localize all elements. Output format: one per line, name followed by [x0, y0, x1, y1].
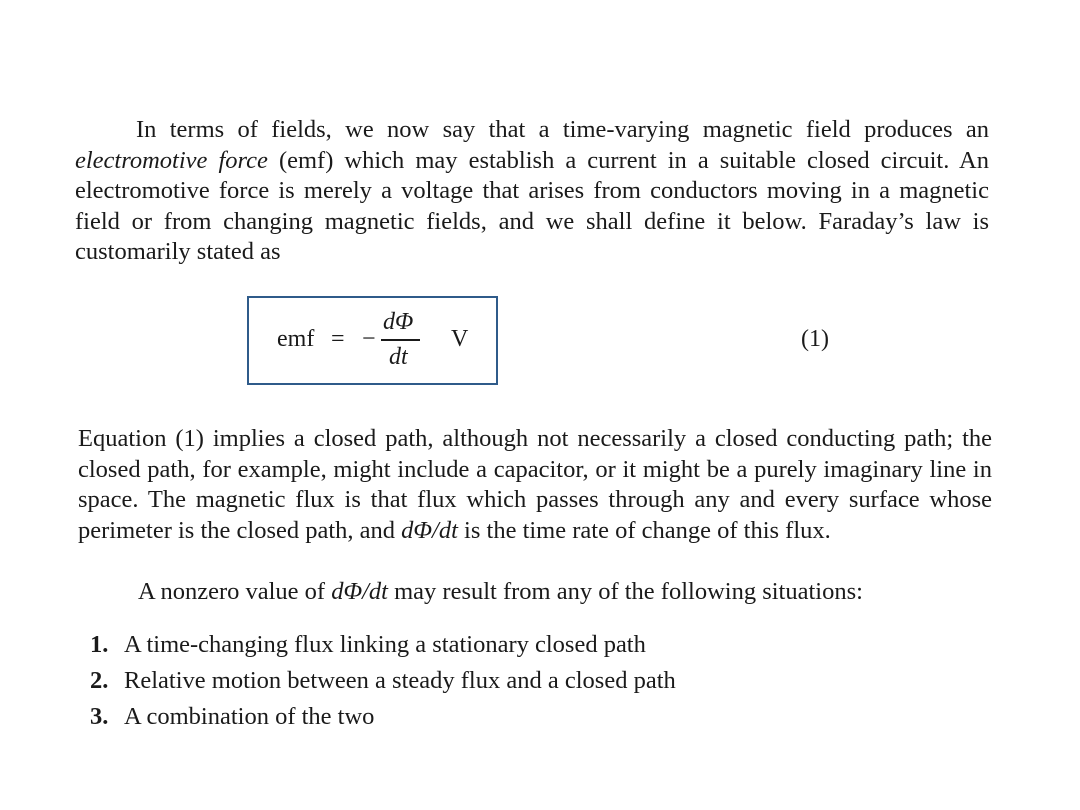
list-item-text: A combination of the two	[124, 703, 375, 730]
equation-equals: =	[331, 326, 345, 352]
situations-lead: A nonzero value of	[138, 578, 332, 605]
list-item-number: 1.	[90, 631, 109, 658]
list-item-number: 3.	[90, 703, 109, 730]
equation-numerator: dΦ	[383, 309, 414, 335]
equation-denominator: dt	[389, 344, 408, 370]
explanation-paragraph	[78, 424, 992, 546]
equation-minus: −	[362, 326, 376, 352]
equation-unit: V	[451, 326, 469, 352]
explanation-math: dΦ/dt	[401, 516, 458, 544]
situations-intro	[78, 577, 992, 608]
intro-tail: (emf) which may establish a current in a suitable closed circuit. An electromotive force is merely a voltage that arises from conductors moving in a magnetic field or from changing magnetic fields, and we shall define it below. Faraday’s law is customarily stated as	[75, 146, 989, 265]
list-item-number: 2.	[90, 667, 109, 694]
list-item-text: Relative motion between a steady flux and a closed path	[124, 667, 676, 694]
equation-number: (1)	[801, 326, 829, 352]
situations-tail: may result from any of the following situations:	[387, 578, 863, 605]
intro-lead: In terms of fields, we now say that a time-varying magnetic field produces an	[136, 116, 989, 143]
list-item	[90, 702, 676, 738]
list-item	[90, 630, 676, 666]
fraction-bar	[381, 339, 420, 341]
list-item-text: A time-changing flux linking a stationary closed path	[124, 631, 646, 658]
explanation-lead: Equation (1) implies a closed path, although not necessarily a closed conducting path; the closed path, for example, might include a capacitor, or it might be a purely imaginary line in space. The magnetic flux is that flux which passes through any and every surface whose perimeter is the closed path, and	[78, 425, 992, 544]
situations-list	[90, 630, 676, 738]
list-item	[90, 666, 676, 702]
intro-paragraph	[75, 115, 989, 268]
explanation-tail: is the time rate of change of this flux.	[457, 516, 831, 544]
intro-emphasis: electromotive force	[75, 146, 268, 174]
situations-math: dΦ/dt	[331, 578, 388, 605]
equation-lhs: emf	[277, 326, 315, 352]
